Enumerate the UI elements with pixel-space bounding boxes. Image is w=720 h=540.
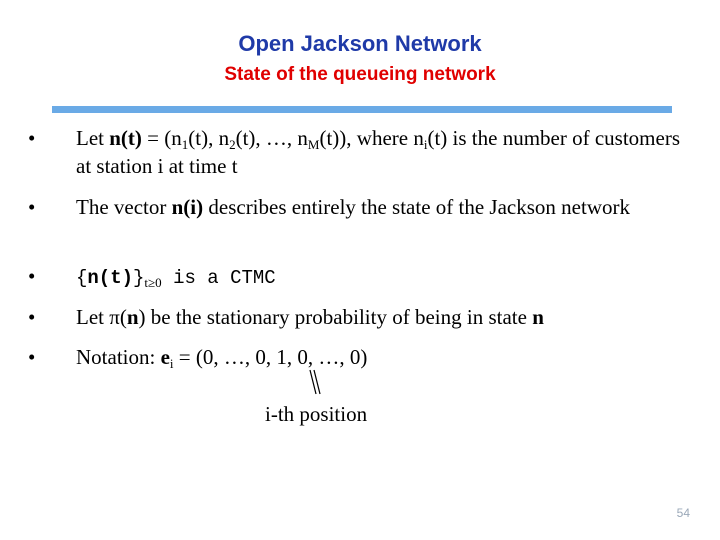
subscript: 1 — [181, 137, 189, 152]
bullet-text — [76, 193, 688, 221]
text-run: } — [133, 267, 145, 289]
bold-term: n(t) — [109, 126, 142, 150]
bullet-state-vector — [28, 124, 688, 180]
bold-term: e — [160, 345, 170, 369]
text-run: = (n — [141, 126, 182, 150]
text-run: { — [76, 267, 88, 289]
text-run: Notation: — [76, 345, 161, 369]
text-run: (t) is the number of customers at station i at time t — [76, 126, 680, 178]
bullet-dot: • — [28, 345, 36, 369]
bullet-dot: • — [28, 195, 36, 219]
text-run: is a CTMC — [161, 267, 276, 289]
text-run: describes entirely the state of the Jackson network — [203, 195, 630, 219]
page-number: 54 — [676, 506, 690, 520]
subscript: M — [307, 137, 320, 152]
position-pointer-lines — [300, 362, 340, 402]
bullet-notation — [28, 343, 688, 371]
bold-term: n — [532, 305, 544, 329]
bullet-ctmc — [28, 262, 688, 292]
title-divider — [52, 106, 672, 113]
bullet-dot: • — [28, 305, 36, 329]
text-run: (t), …, n — [235, 126, 308, 150]
bullet-dot: • — [28, 126, 36, 150]
text-run: ) be the stationary probability of being in state — [138, 305, 533, 329]
bullet-stationary-probability — [28, 303, 688, 331]
subscript: i — [423, 137, 428, 152]
position-annotation: i-th position — [265, 402, 368, 426]
text-run: ( — [119, 305, 127, 329]
bold-term: n(t) — [87, 267, 134, 289]
pi-symbol: π — [109, 305, 120, 329]
bullet-dot: • — [28, 264, 36, 288]
text-run: The vector — [76, 195, 172, 219]
bullet-text — [76, 262, 688, 292]
subscript: t≥0 — [144, 275, 162, 290]
slide-subtitle: State of the queueing network — [224, 64, 496, 85]
bullet-text — [76, 303, 688, 331]
text-run: = (0, …, 0, 1, 0, …, 0) — [173, 345, 368, 369]
slide-title: Open Jackson Network — [238, 31, 482, 56]
bullet-vector-description — [28, 193, 688, 221]
text-run: (t)), where n — [319, 126, 424, 150]
text-run: Let — [76, 305, 110, 329]
text-run: Let — [76, 126, 110, 150]
subscript: i — [169, 356, 174, 371]
text-run: (t), n — [188, 126, 230, 150]
bullet-text — [76, 343, 688, 371]
bold-term: n(i) — [171, 195, 204, 219]
subscript: 2 — [229, 137, 236, 152]
bullet-text — [76, 124, 688, 180]
bold-term: n — [126, 305, 139, 329]
